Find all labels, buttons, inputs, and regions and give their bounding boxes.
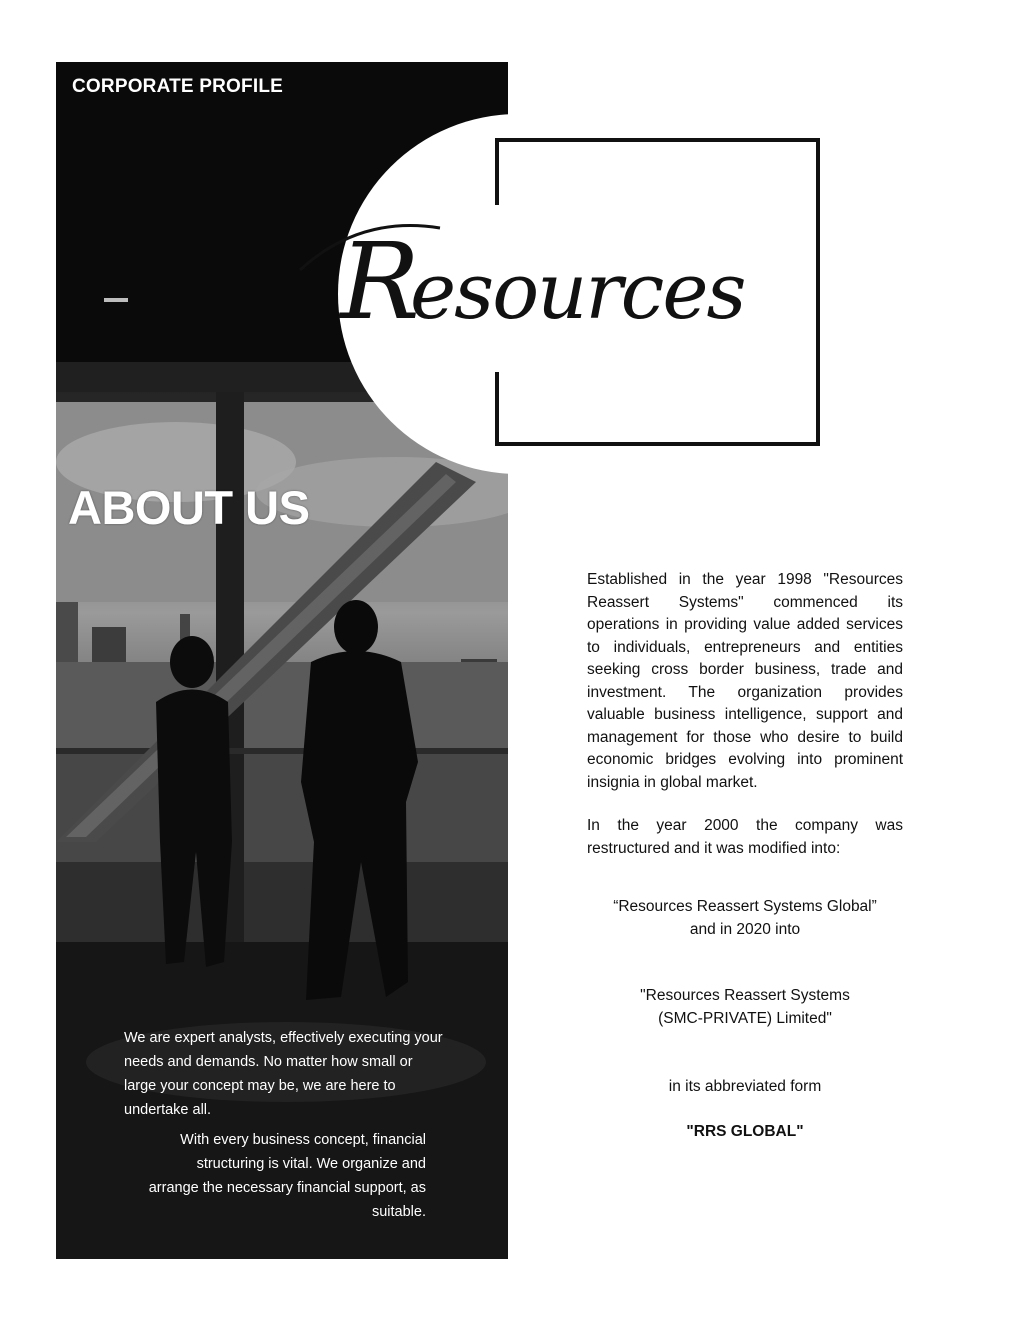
company-name-2020-line-1: "Resources Reassert Systems	[640, 987, 850, 1004]
company-name-2000-suffix: and in 2020 into	[689, 920, 801, 938]
history-paragraph: Established in the year 1998 "Resources Reassert Systems" commenced its operations in providing value added services to individuals, entrepreneurs and entities seeking cross border business, trade and investment. The organization provides valuable business intelligence, support and management for those who desire to build economic bridges evolving into prominent insignia in global market.	[587, 571, 903, 791]
company-name-2000	[560, 896, 930, 941]
about-us-heading: ABOUT US	[68, 481, 310, 534]
restructure-paragraph: In the year 2000 the company was restructured and it was modified into:	[587, 817, 903, 857]
panel-text-financial: With every business concept, financial structuring is vital. We organize and arrange the necessary financial support, as suitable.	[148, 1132, 426, 1220]
abbreviation: "RRS GLOBAL"	[686, 1123, 804, 1140]
corporate-profile-label: CORPORATE PROFILE	[72, 76, 283, 97]
panel-text-analysts: We are expert analysts, effectively executing your needs and demands. No matter how small or large your concept may be, we are here to undertake all.	[124, 1030, 443, 1118]
logo-circle	[338, 114, 698, 474]
company-name-2020-line-2: (SMC-PRIVATE) Limited"	[658, 1009, 832, 1027]
company-name-2000-title: “Resources Reassert Systems Global”	[613, 898, 877, 915]
logo-wordmark-script: R	[340, 220, 420, 343]
abbreviation-intro: in its abbreviated form	[668, 1078, 822, 1095]
company-name-2020	[560, 985, 930, 1030]
svg-text:esources: esources	[410, 247, 745, 337]
